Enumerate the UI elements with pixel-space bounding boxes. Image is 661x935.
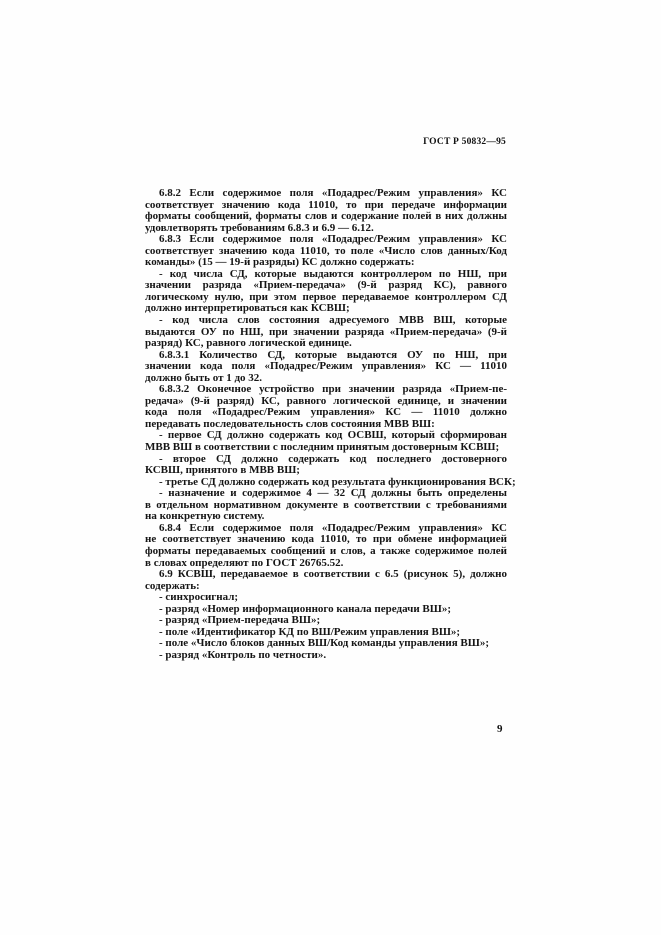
text-line: соответствует значению кода 11010, то при передаче информации: [145, 198, 507, 211]
text-line: МВВ ВШ в соответствии с последним принятым достоверным КСВШ;: [145, 441, 500, 454]
paragraph: [145, 269, 507, 315]
text-line: в словах определяют по ГОСТ 26765.52.: [145, 556, 344, 569]
text-line: содержать:: [145, 579, 200, 592]
document-body: [145, 187, 516, 661]
text-line: 6.8.3.1 Количество СД, которые выдаются ОУ по НШ, при: [159, 348, 507, 361]
text-line: разряд) КС, равного логической единице.: [145, 337, 352, 350]
text-line: 6.8.3.2 Оконечное устройство при значении разряда «Прием-пе-: [159, 383, 507, 396]
paragraph: [145, 188, 507, 234]
text-line: - разряд «Прием-передача ВШ»;: [159, 614, 321, 627]
text-line: выдаются ОУ по НШ, при значении разряда «Прием-передача» (9-й: [145, 325, 507, 338]
text-line: значении разряда «Прием-передача» (9-й разряд КС), равного: [145, 279, 507, 292]
text-line: - поле «Идентификатор КД по ВШ/Режим управления ВШ»;: [159, 625, 461, 638]
text-line: соответствует значению кода 11010, то поле «Число слов данных/Код: [145, 244, 507, 257]
text-line: - третье СД должно содержать код результата функционирования ВСК;: [159, 475, 516, 488]
paragraph: [145, 234, 507, 269]
paragraph: [145, 430, 507, 453]
text-line: кода поля «Подадрес/Режим управления» КС — 11010 должно: [145, 406, 507, 419]
text-line: 6.8.2 Если содержимое поля «Подадрес/Режим управления» КС: [159, 187, 507, 199]
text-line: 6.8.3 Если содержимое поля «Подадрес/Режим управления» КС: [159, 233, 507, 246]
paragraph: [145, 350, 507, 385]
paragraph: [145, 454, 507, 477]
text-line: 6.9 КСВШ, передаваемое в соответствии с 6.5 (рисунок 5), должно: [159, 568, 507, 581]
text-line: 6.8.4 Если содержимое поля «Подадрес/Режим управления» КС: [159, 521, 507, 534]
paragraph: [145, 569, 507, 592]
text-line: в отдельном нормативном документе в соответствии с требованиями: [145, 498, 507, 511]
text-line: - поле «Число блоков данных ВШ/Код команды управления ВШ»;: [159, 637, 490, 650]
text-line: КСВШ, принятого в МВВ ВШ;: [145, 464, 300, 477]
text-line: передавать последовательность слов состояния МВВ ВШ:: [145, 417, 435, 430]
text-line: - код числа СД, которые выдаются контроллером по НШ, при: [159, 267, 507, 280]
text-line: - первое СД должно содержать код ОСВШ, который сформирован: [159, 429, 507, 442]
paragraph: [145, 315, 507, 350]
text-line: команды» (15 — 19-й разряды) КС должно содержать:: [145, 256, 415, 269]
document-header: ГОСТ Р 50832—95: [423, 137, 506, 147]
text-line: логическому нулю, при этом первое передаваемое контроллером СД: [145, 290, 507, 303]
paragraph: [145, 488, 507, 523]
paragraph: [145, 650, 507, 662]
paragraph: [145, 384, 507, 430]
paragraph: [145, 523, 507, 569]
paragraph: [145, 592, 507, 604]
text-line: не соответствует значению кода 11010, то при обмене информацией: [145, 533, 507, 546]
text-line: форматы сообщений, форматы слов и содержание полей в них должны: [145, 210, 507, 223]
text-line: - назначение и содержимое 4 — 32 СД должны быть определены: [159, 487, 507, 500]
text-line: - разряд «Номер информационного канала передачи ВШ»;: [159, 602, 451, 615]
text-line: должно интерпретироваться как КСВШ;: [145, 302, 350, 315]
text-line: - код числа слов состояния адресуемого МВВ ВШ, которые: [159, 314, 507, 327]
text-line: на конкретную систему.: [145, 510, 265, 523]
text-line: - второе СД должно содержать код последнего достоверного: [159, 452, 507, 465]
text-line: форматы передаваемых сообщений и слов, а также содержимое полей: [145, 544, 507, 557]
text-line: - разряд «Контроль по четности».: [159, 648, 327, 661]
text-line: должно быть от 1 до 32.: [145, 371, 263, 384]
text-line: значении кода поля «Подадрес/Режим управления» КС — 11010: [145, 360, 507, 373]
text-line: удовлетворять требованиям 6.8.3 и 6.9 — 6.12.: [145, 221, 374, 234]
page-number: 9: [497, 723, 503, 735]
text-line: - синхросигнал;: [159, 591, 239, 604]
text-line: редача» (9-й разряд) КС, равного логической единице, и значении: [145, 394, 507, 407]
